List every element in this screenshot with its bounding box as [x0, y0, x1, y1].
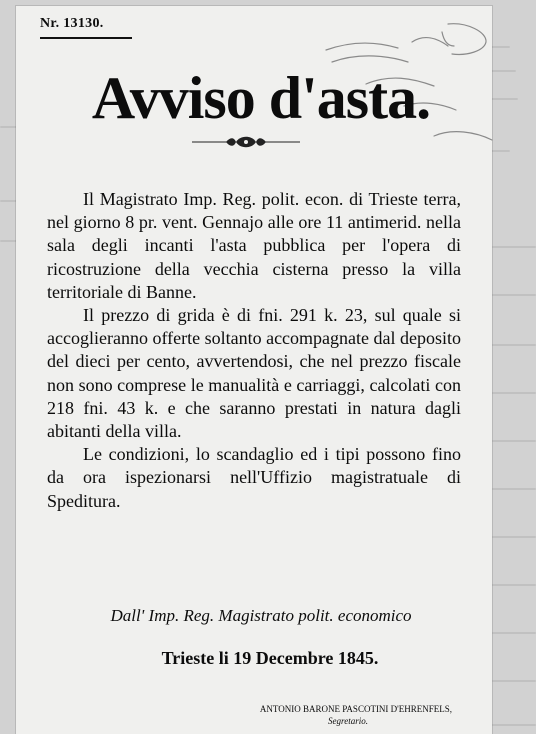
notice-number: Nr. 13130.	[40, 16, 104, 31]
dateline: Trieste li 19 Decembre 1845.	[161, 648, 379, 668]
page-title: Avviso d'asta.	[91, 65, 431, 131]
notice-number-rule	[40, 37, 132, 39]
notice-paragraph: Il prezzo di grida è di fni. 291 k. 23, sul quale si accoglieranno offerte soltanto accompagnate dal deposito del dieci per cento, avvertendosi, che nel prezzo fiscale non sono comprese le manualità e carriaggi, calcolati con 218 fni. 43 k. e che saranno prestati in natura dagli abitanti della villa.	[47, 305, 461, 442]
signer-role: Segretario.	[328, 716, 368, 726]
ornament-divider	[186, 133, 306, 151]
notice-body	[47, 188, 461, 513]
notice-paragraph: Il Magistrato Imp. Reg. polit. econ. di Trieste terra, nel giorno 8 pr. vent. Gennajo alle ore 11 antimerid. nella sala degli incanti l'asta pubblica per l'opera di ricostruzione della vecchia cisterna presso la villa territoriale di Banne.	[47, 189, 461, 302]
issuer-line: Dall' Imp. Reg. Magistrato polit. economico	[110, 606, 412, 625]
signer-name: ANTONIO BARONE PASCOTINI D'EHRENFELS,	[259, 704, 453, 714]
notice-paragraph: Le condizioni, lo scandaglio ed i tipi possono fino da ora ispezionarsi nell'Uffizio magistratuale di Speditura.	[47, 444, 461, 511]
